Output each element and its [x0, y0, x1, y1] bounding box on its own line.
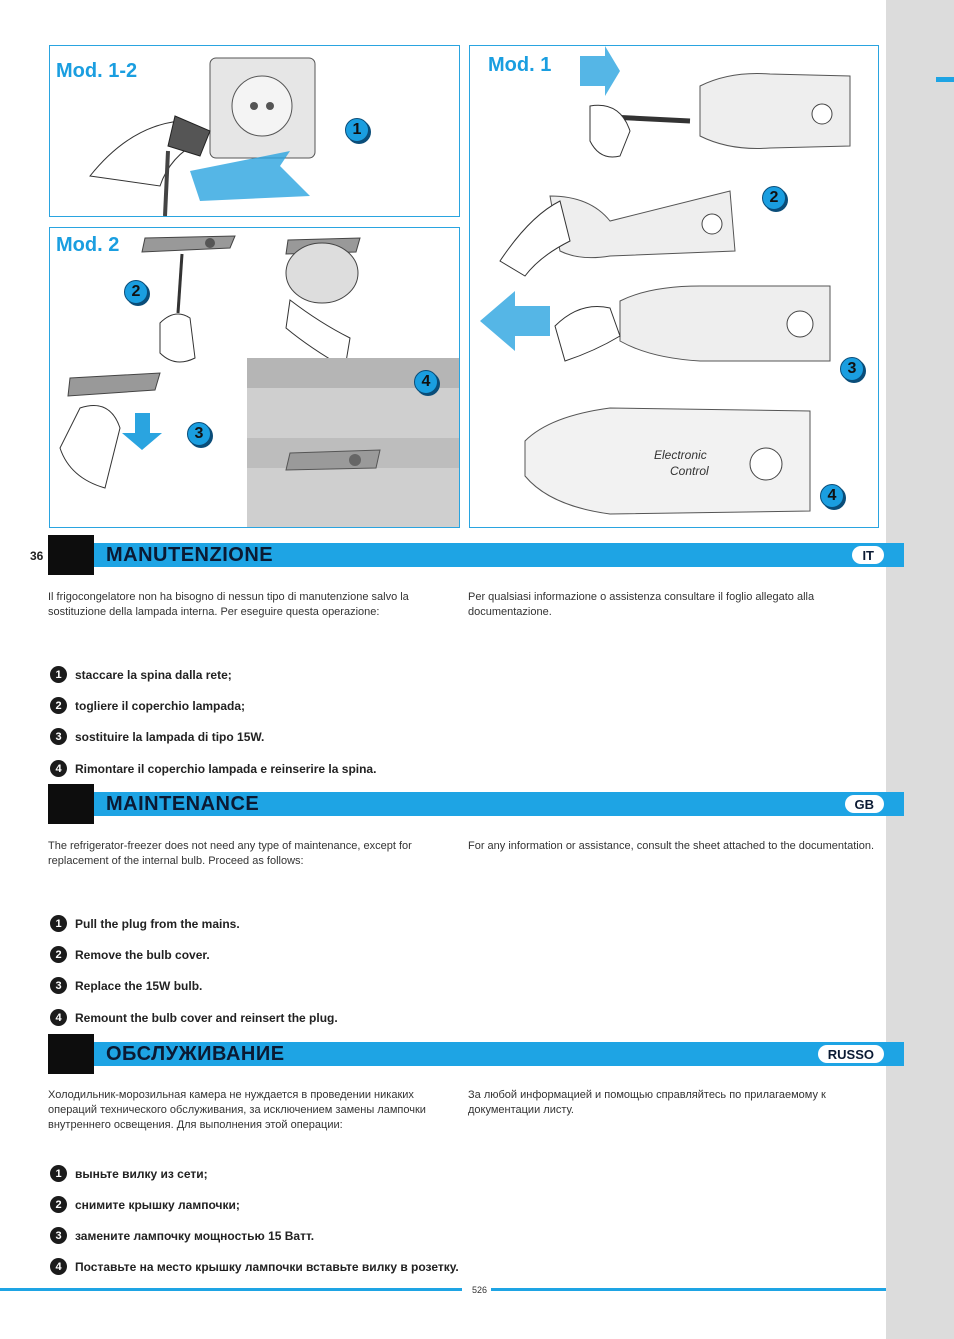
footer-line-left	[0, 1288, 462, 1291]
step-gb-3: 3 Replace the 15W bulb.	[50, 977, 202, 994]
step-badge-1: 1	[345, 118, 369, 142]
paragraph-it-left: Il frigocongelatore non ha bisogno di nessun tipo di manutenzione salvo la sostituzione della lampada interna. Per eseguire questa operazione:	[48, 591, 409, 618]
step-ru-3-text: замените лампочку мощностью 15 Ватт.	[75, 1228, 315, 1243]
wrench-icon	[48, 784, 94, 824]
footer-page-number: 526	[468, 1285, 491, 1295]
lang-badge-ru: RUSSO	[818, 1045, 884, 1063]
sidebar-tab-marker	[936, 77, 954, 82]
section-title-gb: MAINTENANCE	[106, 793, 260, 815]
step-ru-4-text: Поставьте на место крышку лампочки вставьте вилку в розетку.	[75, 1259, 459, 1274]
unplug-illustration	[50, 46, 459, 216]
panel-mod-2	[49, 227, 460, 528]
step-it-2: 2 togliere il coperchio lampada;	[50, 697, 245, 714]
mod-1-label: Mod. 1	[488, 54, 552, 76]
step-ru-2: 2 снимите крышку лампочки;	[50, 1196, 240, 1213]
lang-badge-gb: GB	[845, 795, 885, 813]
mod-2-label: Mod. 2	[56, 234, 120, 256]
step-badge-2b: 2	[762, 186, 786, 210]
section-title-ru: ОБСЛУЖИВАНИЕ	[106, 1043, 285, 1065]
step-it-3-text: sostituire la lampada di tipo 15W.	[75, 729, 265, 744]
panel-mod-1	[469, 45, 879, 528]
step-it-3: 3 sostituire la lampada di tipo 15W.	[50, 728, 264, 745]
wrench-icon	[48, 1034, 94, 1074]
control-text-line-2: Control	[670, 464, 709, 478]
mod-1-2-label: Mod. 1-2	[56, 60, 138, 82]
step-gb-2-text: Remove the bulb cover.	[75, 947, 210, 962]
step-ru-1-text: выньте вилку из сети;	[75, 1166, 208, 1181]
step-it-2-text: togliere il coperchio lampada;	[75, 698, 246, 713]
step-gb-1: 1 Pull the plug from the mains.	[50, 915, 240, 932]
section-title-it: MANUTENZIONE	[106, 544, 274, 566]
step-it-4: 4 Rimontare il coperchio lampada e reinserire la spina.	[50, 760, 376, 777]
step-ru-3: 3 замените лампочку мощностью 15 Ватт.	[50, 1227, 314, 1244]
step-ru-1: 1 выньте вилку из сети;	[50, 1165, 208, 1182]
step-gb-4-text: Remount the bulb cover and reinsert the plug.	[75, 1010, 338, 1025]
step-it-1-text: staccare la spina dalla rete;	[75, 667, 232, 682]
step-badge-4b: 4	[820, 484, 844, 508]
footer-line-right	[490, 1288, 886, 1291]
control-text-line-1: Electronic	[654, 448, 707, 462]
wrench-icon	[48, 535, 94, 575]
step-badge-2: 2	[124, 280, 148, 304]
step-ru-4: 4 Поставьте на место крышку лампочки вставьте вилку в розетку.	[50, 1258, 459, 1275]
right-sidebar	[886, 0, 954, 1339]
step-ru-2-text: снимите крышку лампочки;	[75, 1197, 240, 1212]
paragraph-ru-right: За любой информацией и помощью справляйтесь по прилагаемому к документации листу.	[468, 1089, 826, 1116]
bulb-cover-illustration	[50, 228, 459, 527]
step-badge-4: 4	[414, 370, 438, 394]
step-it-4-text: Rimontare il coperchio lampada e reinserire la spina.	[75, 761, 377, 776]
step-gb-1-text: Pull the plug from the mains.	[75, 916, 240, 931]
paragraph-it-right: Per qualsiasi informazione o assistenza consultare il foglio allegato alla documentazione.	[468, 591, 815, 618]
step-it-1: 1 staccare la spina dalla rete;	[50, 666, 232, 683]
step-badge-3b: 3	[840, 357, 864, 381]
step-gb-2: 2 Remove the bulb cover.	[50, 946, 210, 963]
page-number-top: 36	[30, 549, 44, 563]
paragraph-ru-left: Холодильник-морозильная камера не нуждается в проведении никаких операций технического обслуживания, за исключением замены лампочки внутреннего освещения. Для выполнения этой операции:	[48, 1089, 426, 1131]
lang-badge-it: IT	[852, 546, 884, 564]
step-gb-4: 4 Remount the bulb cover and reinsert the plug.	[50, 1009, 338, 1026]
paragraph-gb-right: For any information or assistance, consult the sheet attached to the documentation.	[468, 840, 875, 852]
step-badge-3: 3	[187, 422, 211, 446]
paragraph-gb-left: The refrigerator-freezer does not need any type of maintenance, except for replacement of the internal bulb. Proceed as follows:	[48, 840, 412, 867]
panel-mod-1-2	[49, 45, 460, 217]
step-gb-3-text: Replace the 15W bulb.	[75, 978, 203, 993]
